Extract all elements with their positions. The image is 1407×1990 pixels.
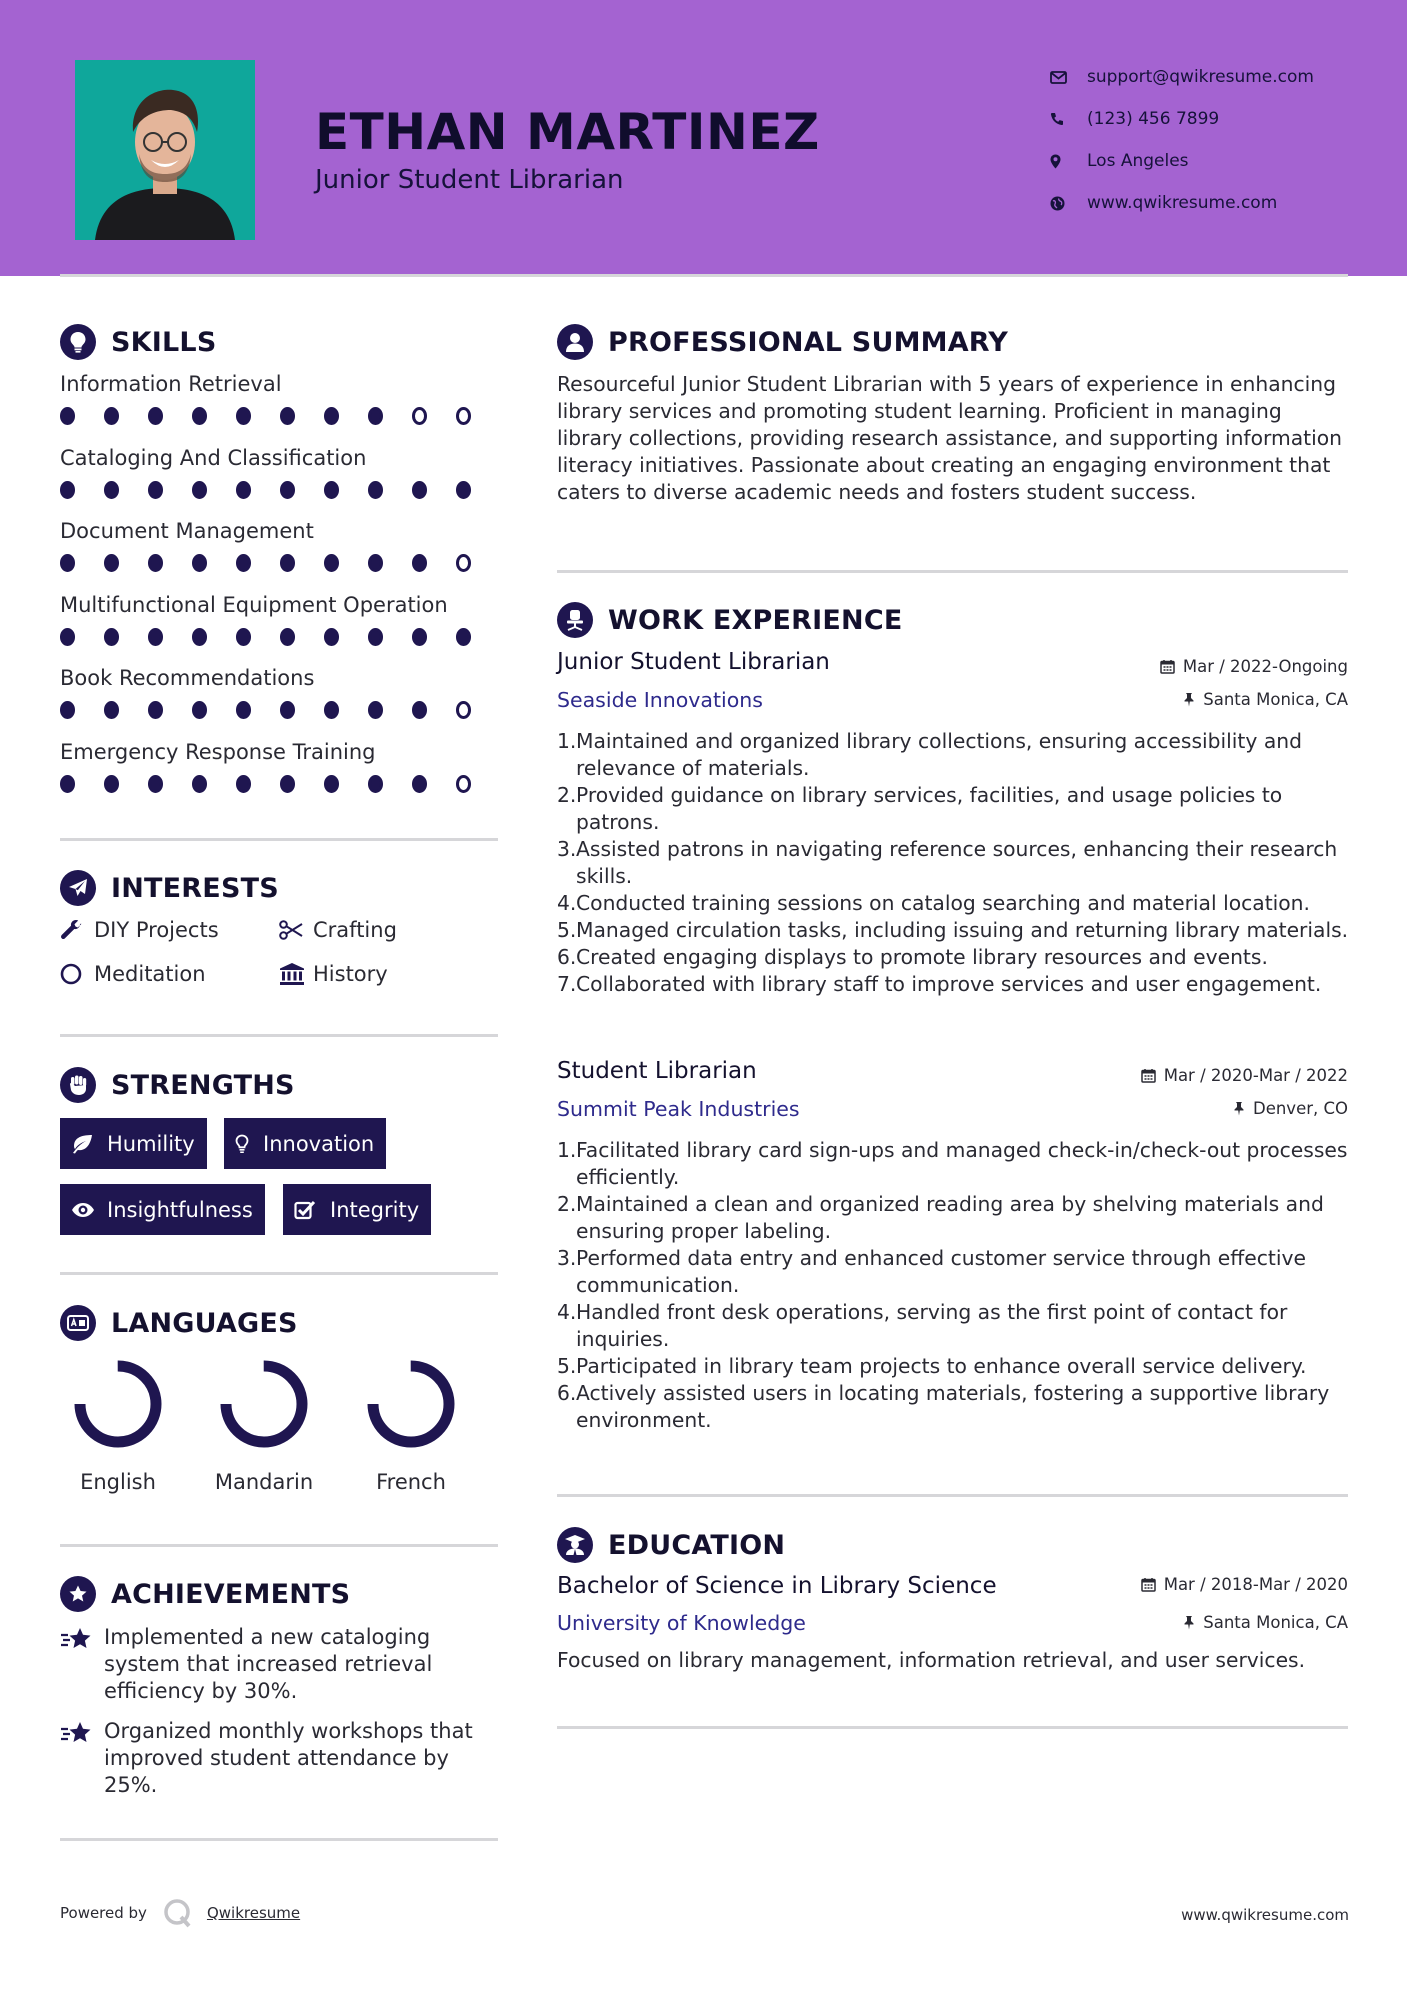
experience-divider (557, 1494, 1348, 1497)
job-bullet (557, 917, 1357, 944)
job-bullet (557, 890, 1357, 917)
education-location-text: Santa Monica, CA (1203, 1613, 1348, 1632)
rating-dot-empty (456, 554, 471, 572)
education-degree: Bachelor of Science in Library Science (557, 1573, 997, 1599)
strengths-title: STRENGTHS (111, 1069, 295, 1101)
job-bullet (557, 728, 1357, 782)
language-item (58, 1358, 178, 1494)
envelope-icon (1050, 71, 1087, 84)
skills-list (60, 369, 500, 810)
rating-dot-filled (280, 554, 295, 572)
interest-label: DIY Projects (94, 918, 219, 942)
job-bullet (557, 1191, 1357, 1245)
rating-dot-filled (456, 628, 471, 646)
rating-dot-filled (104, 407, 119, 425)
graduate-icon (557, 1527, 593, 1563)
bullet-text: Facilitated library card sign-ups and managed check-in/check-out processes efficiently. (576, 1138, 1348, 1189)
rating-dot-filled (236, 407, 251, 425)
bullet-number: 3. (557, 837, 577, 861)
rating-dot-filled (192, 554, 207, 572)
language-progress-arc (373, 1366, 449, 1442)
strength-label: Humility (107, 1131, 195, 1156)
education-dates-text: Mar / 2018-Mar / 2020 (1163, 1575, 1348, 1594)
bullet-number: 1. (557, 729, 577, 753)
bullet-number: 1. (557, 1138, 577, 1162)
job-bullet (557, 1380, 1357, 1434)
rating-dot-filled (148, 407, 163, 425)
lightbulb-icon (235, 1134, 263, 1154)
interests-divider (60, 1034, 498, 1037)
rating-dot-filled (412, 701, 427, 719)
candidate-name: ETHAN MARTINEZ (315, 103, 820, 161)
skills-divider (60, 838, 498, 841)
job-location (1183, 690, 1348, 709)
job-company: Seaside Innovations (557, 688, 763, 712)
language-card-icon (60, 1305, 96, 1341)
rating-dot-filled (148, 554, 163, 572)
rating-dot-filled (60, 701, 75, 719)
education-title: EDUCATION (608, 1529, 786, 1561)
rating-dot-filled (412, 775, 427, 793)
scissors-icon (279, 920, 313, 940)
job-location-text: Santa Monica, CA (1203, 690, 1348, 709)
brand-link[interactable]: Qwikresume (206, 1904, 301, 1922)
skill-name: Cataloging And Classification (60, 445, 367, 470)
rating-dot-filled (60, 481, 75, 499)
calendar-icon (1141, 1068, 1156, 1083)
bullet-number: 5. (557, 1354, 577, 1378)
job-company: Summit Peak Industries (557, 1097, 800, 1121)
job-title: Student Librarian (557, 1058, 757, 1084)
bullet-text: Collaborated with library staff to improve services and user engagement. (576, 972, 1322, 996)
contact-phone[interactable] (1050, 98, 1314, 140)
globe-icon (1050, 196, 1087, 211)
rating-dot-filled (148, 481, 163, 499)
check-square-icon (294, 1200, 330, 1220)
rating-dot-empty (412, 407, 427, 425)
job-bullet (557, 836, 1357, 890)
skills-title: SKILLS (111, 326, 217, 358)
job-bullet (557, 1137, 1357, 1191)
rating-dot-filled (192, 775, 207, 793)
bank-icon (279, 962, 313, 986)
skill-name: Information Retrieval (60, 372, 282, 396)
contact-list (1050, 56, 1314, 224)
header-divider (60, 274, 1348, 277)
experience-heading (557, 602, 902, 638)
interest-item (60, 962, 206, 986)
rating-dot-filled (280, 481, 295, 499)
job-dates (1141, 1066, 1348, 1085)
summary-divider (557, 570, 1348, 573)
skill-item (60, 443, 500, 517)
rating-dot-filled (324, 775, 339, 793)
rating-dot-filled (368, 407, 383, 425)
rating-dot-filled (148, 701, 163, 719)
interest-label: History (313, 962, 388, 986)
language-progress-ring (62, 1358, 174, 1458)
bullet-number: 3. (557, 1246, 577, 1270)
bullet-text: Assisted patrons in navigating reference sources, enhancing their research skills. (576, 837, 1338, 888)
achievement-text: Organized monthly workshops that improved student attendance by 25%. (104, 1719, 473, 1797)
rating-dot-filled (280, 775, 295, 793)
bullet-text: Provided guidance on library services, facilities, and usage policies to patrons. (576, 783, 1283, 834)
interest-label: Meditation (94, 962, 206, 986)
skills-heading (60, 324, 216, 360)
bullet-text: Actively assisted users in locating materials, fostering a supportive library environment. (576, 1381, 1330, 1432)
skill-item (60, 369, 500, 443)
rating-dot-filled (368, 481, 383, 499)
candidate-title: Junior Student Librarian (315, 165, 624, 195)
bullet-text: Created engaging displays to promote library resources and events. (576, 945, 1268, 969)
skill-rating (60, 769, 500, 799)
lightbulb-icon (60, 324, 96, 360)
job-dates-text: Mar / 2022-Ongoing (1182, 657, 1348, 676)
strength-tag (60, 1184, 265, 1235)
pushpin-icon (1183, 692, 1195, 707)
language-name: English (80, 1470, 156, 1494)
language-item (351, 1358, 471, 1494)
rating-dot-filled (60, 628, 75, 646)
summary-text: Resourceful Junior Student Librarian with 5 years of experience in enhancing library services and promoting student learning. Proficient in managing library collections, providing research assistance, and supporting information literacy initiatives. Passionate about creating an engaging environment that caters to diverse academic needs and fosters student success. (557, 372, 1342, 504)
job-bullets (557, 1137, 1357, 1434)
bullet-number: 2. (557, 1192, 577, 1216)
rating-dot-filled (412, 554, 427, 572)
skill-rating (60, 548, 500, 578)
job-bullet (557, 1245, 1357, 1299)
bullet-number: 4. (557, 1300, 577, 1324)
education-school: University of Knowledge (557, 1611, 806, 1635)
rating-dot-filled (324, 481, 339, 499)
bullet-number: 6. (557, 945, 577, 969)
skill-item (60, 737, 500, 811)
job-bullet (557, 971, 1357, 998)
achievements-heading (60, 1576, 350, 1612)
education-location (1183, 1613, 1348, 1632)
bullet-text: Maintained a clean and organized reading area by shelving materials and ensuring proper labeling. (576, 1192, 1324, 1243)
rating-dot-empty (456, 775, 471, 793)
rating-dot-filled (192, 628, 207, 646)
language-progress-ring (355, 1358, 467, 1458)
strength-tag (224, 1118, 386, 1169)
profile-photo (75, 60, 255, 240)
fist-icon (60, 1067, 96, 1103)
skill-rating (60, 475, 500, 505)
skill-item (60, 663, 500, 737)
rating-dot-filled (148, 628, 163, 646)
eye-icon (71, 1202, 107, 1218)
location-text: Los Angeles (1087, 151, 1189, 171)
interests-title: INTERESTS (111, 872, 279, 904)
education-heading (557, 1527, 785, 1563)
interest-item (279, 918, 397, 942)
bullet-text: Performed data entry and enhanced customer service through effective communication. (576, 1246, 1306, 1297)
bullet-text: Maintained and organized library collections, ensuring accessibility and relevance of materials. (576, 729, 1302, 780)
languages-title: LANGUAGES (111, 1307, 298, 1339)
skill-name: Book Recommendations (60, 666, 315, 690)
bullet-number: 6. (557, 1381, 577, 1405)
achievements-divider (60, 1838, 498, 1841)
rating-dot-filled (148, 775, 163, 793)
website-text: www.qwikresume.com (1087, 193, 1278, 213)
strengths-heading (60, 1067, 295, 1103)
achievement-item (60, 1718, 500, 1799)
rating-dot-filled (324, 628, 339, 646)
interests-heading (60, 870, 279, 906)
rating-dot-filled (236, 481, 251, 499)
language-progress-ring (208, 1358, 320, 1458)
email-text: support@qwikresume.com (1087, 67, 1314, 87)
rating-dot-empty (456, 407, 471, 425)
strength-tag (283, 1184, 431, 1235)
job-bullet (557, 782, 1357, 836)
rating-dot-filled (368, 554, 383, 572)
rating-dot-filled (280, 407, 295, 425)
rating-dot-filled (280, 628, 295, 646)
rating-dot-filled (280, 701, 295, 719)
rating-dot-filled (104, 628, 119, 646)
rating-dot-filled (368, 628, 383, 646)
skill-item (60, 516, 500, 590)
strength-tag (60, 1118, 207, 1169)
skill-name: Document Management (60, 519, 314, 543)
bullet-text: Handled front desk operations, serving as the first point of contact for inquiries. (576, 1300, 1288, 1351)
skill-name: Emergency Response Training (60, 739, 376, 764)
rating-dot-filled (236, 701, 251, 719)
rating-dot-filled (192, 481, 207, 499)
skill-rating (60, 401, 500, 431)
skill-item (60, 590, 500, 664)
shooting-star-icon (60, 1624, 104, 1705)
rating-dot-filled (324, 554, 339, 572)
rating-dot-filled (104, 775, 119, 793)
circle-icon (60, 963, 94, 985)
achievements-title: ACHIEVEMENTS (111, 1578, 351, 1610)
rating-dot-filled (192, 407, 207, 425)
job-bullet (557, 1353, 1357, 1380)
language-item (204, 1358, 324, 1494)
footer-website[interactable]: www.qwikresume.com (1181, 1906, 1349, 1924)
interest-item (279, 962, 388, 986)
rating-dot-filled (412, 628, 427, 646)
rating-dot-filled (60, 554, 75, 572)
achievement-item (60, 1624, 500, 1705)
education-dates (1141, 1575, 1348, 1594)
strength-label: Integrity (330, 1197, 420, 1222)
phone-icon (1050, 112, 1087, 126)
rating-dot-filled (236, 628, 251, 646)
rating-dot-filled (324, 407, 339, 425)
languages-heading (60, 1305, 298, 1341)
user-icon (557, 324, 593, 360)
rating-dot-filled (60, 775, 75, 793)
achievement-text: Implemented a new cataloging system that increased retrieval efficiency by 30%. (104, 1625, 433, 1703)
rating-dot-filled (236, 554, 251, 572)
job-dates (1160, 657, 1348, 676)
language-progress-arc (80, 1366, 156, 1442)
wrench-icon (60, 919, 94, 941)
rating-dot-filled (104, 554, 119, 572)
office-chair-icon (557, 602, 593, 638)
rating-dot-filled (412, 481, 427, 499)
skill-rating (60, 695, 500, 725)
language-name: Mandarin (214, 1470, 314, 1494)
education-description: Focused on library management, information retrieval, and user services. (557, 1648, 1306, 1672)
job-location (1233, 1099, 1348, 1118)
contact-location (1050, 140, 1314, 182)
job-dates-text: Mar / 2020-Mar / 2022 (1163, 1066, 1348, 1085)
calendar-icon (1160, 659, 1175, 674)
bullet-text: Conducted training sessions on catalog searching and material location. (576, 891, 1310, 915)
star-badge-icon (60, 1576, 96, 1612)
calendar-icon (1141, 1577, 1156, 1592)
education-divider (557, 1726, 1348, 1729)
job-location-text: Denver, CO (1252, 1099, 1348, 1118)
shooting-star-icon (60, 1718, 104, 1799)
bullet-text: Managed circulation tasks, including issuing and returning library materials. (576, 918, 1349, 942)
leaf-icon (71, 1134, 107, 1154)
bullet-number: 7. (557, 972, 577, 996)
map-pin-icon (1050, 154, 1087, 169)
skill-rating (60, 622, 500, 652)
rating-dot-filled (60, 407, 75, 425)
languages-divider (60, 1544, 498, 1547)
rating-dot-filled (368, 701, 383, 719)
header-banner (0, 0, 1407, 276)
pushpin-icon (1233, 1101, 1245, 1116)
interest-label: Crafting (313, 918, 397, 942)
bullet-number: 4. (557, 891, 577, 915)
contact-website[interactable] (1050, 182, 1314, 224)
bullet-number: 2. (557, 783, 577, 807)
rating-dot-filled (368, 775, 383, 793)
strength-label: Insightfulness (107, 1197, 253, 1222)
contact-email[interactable] (1050, 56, 1314, 98)
strengths-divider (60, 1272, 498, 1275)
rating-dot-filled (192, 701, 207, 719)
paper-plane-icon (60, 870, 96, 906)
pushpin-icon (1183, 1615, 1195, 1630)
rating-dot-filled (236, 775, 251, 793)
summary-title: PROFESSIONAL SUMMARY (608, 326, 1009, 358)
bullet-number: 5. (557, 918, 577, 942)
strength-label: Innovation (263, 1131, 375, 1156)
job-title: Junior Student Librarian (557, 649, 830, 675)
language-name: French (376, 1470, 446, 1494)
footer-branding (60, 1898, 300, 1928)
rating-dot-empty (456, 701, 471, 719)
rating-dot-filled (324, 701, 339, 719)
bullet-text: Participated in library team projects to enhance overall service delivery. (576, 1354, 1307, 1378)
job-bullets (557, 728, 1357, 998)
phone-text: (123) 456 7899 (1087, 109, 1220, 129)
experience-title: WORK EXPERIENCE (608, 604, 903, 636)
rating-dot-filled (104, 701, 119, 719)
summary-heading (557, 324, 1008, 360)
rating-dot-filled (456, 481, 471, 499)
skill-name: Multifunctional Equipment Operation (60, 592, 448, 617)
rating-dot-filled (104, 481, 119, 499)
language-progress-arc (226, 1366, 302, 1442)
job-bullet (557, 1299, 1357, 1353)
qwikresume-logo-icon (163, 1898, 193, 1928)
interest-item (60, 918, 219, 942)
powered-by-text: Powered by (60, 1904, 147, 1922)
job-bullet (557, 944, 1357, 971)
